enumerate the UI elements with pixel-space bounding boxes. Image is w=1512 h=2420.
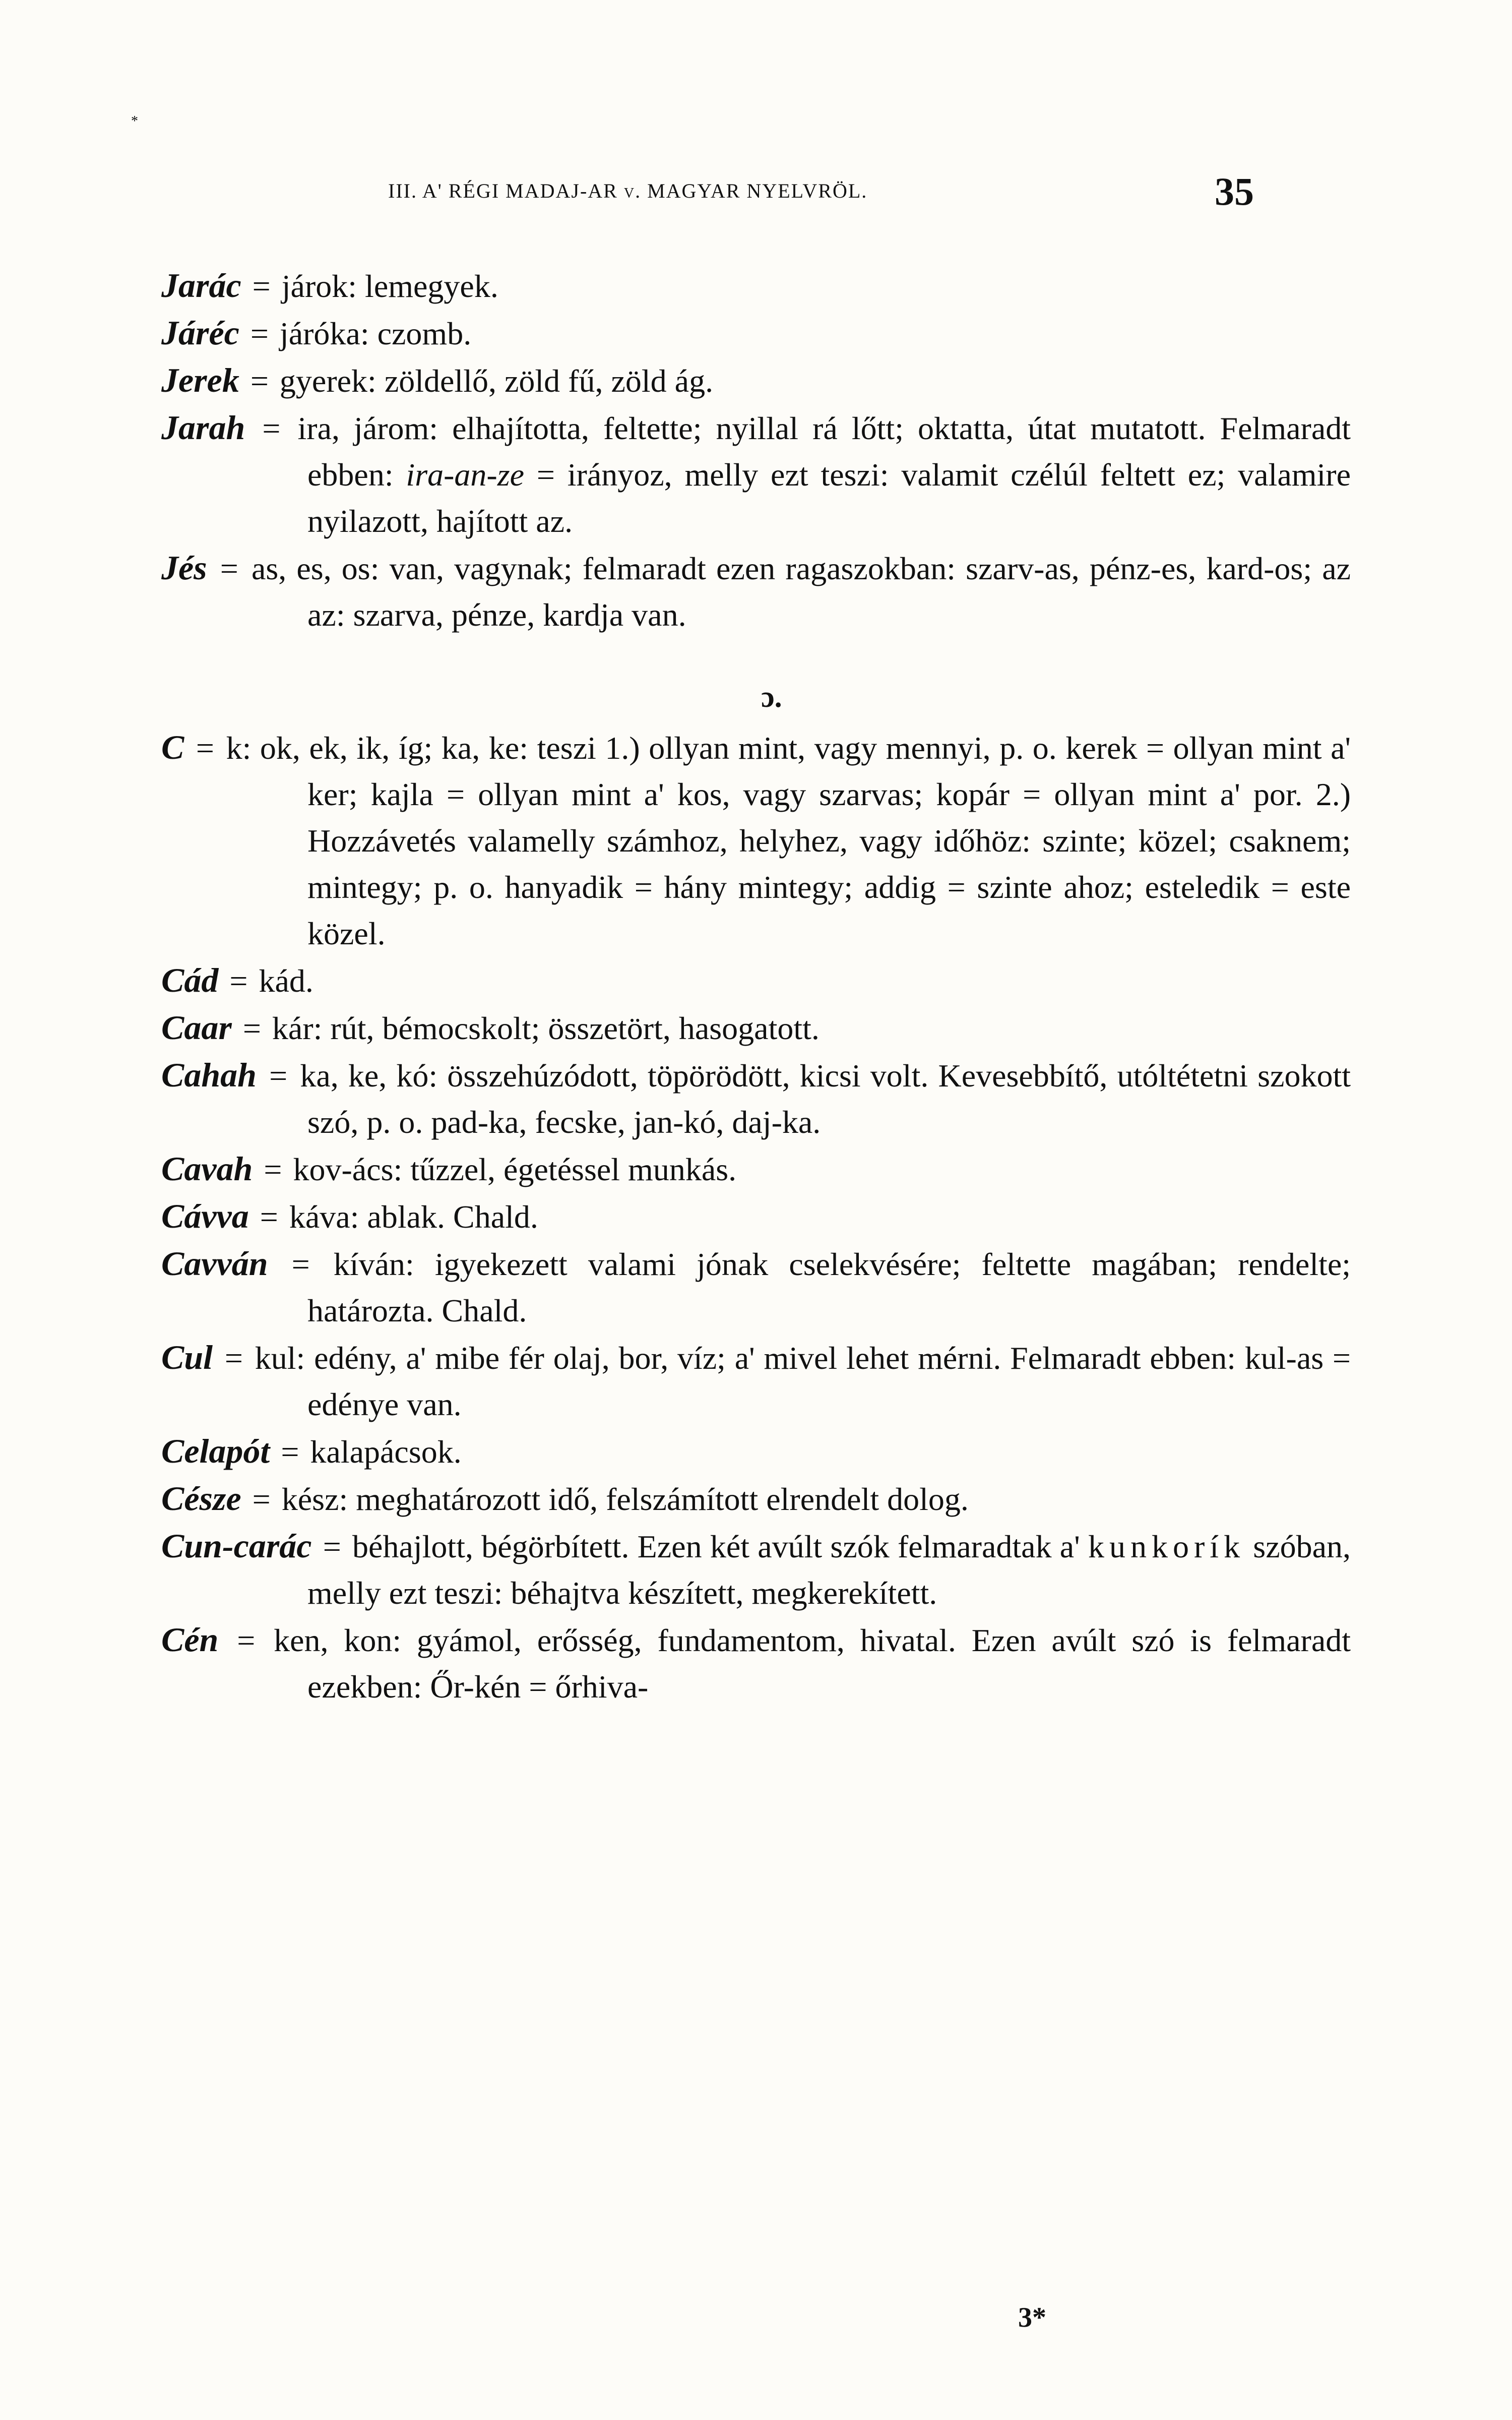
definition: kész: meghatározott idő, felszámított elrendelt dolog. xyxy=(281,1481,969,1517)
definition: kov-ács: tűzzel, égetéssel munkás. xyxy=(293,1152,737,1187)
equals-sign: = xyxy=(252,1481,271,1517)
headword: Cul xyxy=(161,1338,213,1376)
definition: k: ok, ek, ik, íg; ka, ke: teszi 1.) ollyan mint, vagy mennyi, p. o. kerek = ollyan mint a' ker; kajla = ollyan mint a' kos, vagy szarvas; kopár = ollyan mint a' por. 2.) Hozzávetés valamelly számhoz, helyhez, vagy időhöz: szinte; közel; csaknem; mintegy; p. o. hanyadik = hány mintegy; addig = szinte ahoz; esteledik = este közel. xyxy=(226,730,1351,951)
entry-cul xyxy=(161,1334,1351,1428)
headword: Cád xyxy=(161,961,219,999)
equals-sign: = xyxy=(252,268,271,304)
dictionary-body xyxy=(161,262,1351,1710)
equals-sign: = xyxy=(242,1010,261,1046)
definition-part: = irányoz, melly ezt teszi: valamit czélúl feltett ez; valamire nyilazott, hajított az. xyxy=(307,457,1351,539)
definition: kíván: igyekezett valami jónak cselekvésére; feltette magában; rendelte; határozta. Chald. xyxy=(307,1246,1351,1328)
definition: járok: lemegyek. xyxy=(281,268,498,304)
equals-sign: = xyxy=(237,1622,256,1658)
definition: kár: rút, bémocskolt; összetört, hasogatott. xyxy=(272,1010,820,1046)
headword: Jés xyxy=(161,549,207,587)
section-letter-mark: ɔ. xyxy=(761,680,782,713)
equals-sign: = xyxy=(220,551,238,586)
definition: ka, ke, kó: összehúzódott, töpörödött, kicsi volt. Kevesebbítő, utóltétetni szokott szó, p. o. pad-ka, fecske, jan-kó, daj-ka. xyxy=(300,1058,1351,1140)
headword: Jarác xyxy=(161,266,241,305)
definition-part: szóban, melly ezt teszi: béhajtva készített, megkerekített. xyxy=(307,1529,1351,1611)
stray-mark: * xyxy=(131,113,138,129)
equals-sign: = xyxy=(269,1058,288,1094)
entry-cavva xyxy=(161,1193,1351,1240)
definition-part: béhajlott, bégörbített. Ezen két avúlt szók felmaradtak a' xyxy=(352,1529,1088,1564)
spaced-term: kunkorík xyxy=(1088,1529,1245,1564)
equals-sign: = xyxy=(291,1246,310,1282)
headword: Jerek xyxy=(161,361,239,399)
equals-sign: = xyxy=(264,1152,282,1187)
headword: Cun-carác xyxy=(161,1527,312,1565)
entry-cun-carac xyxy=(161,1523,1351,1616)
entry-cavah xyxy=(161,1145,1351,1193)
equals-sign: = xyxy=(224,1340,243,1376)
definition: káva: ablak. Chald. xyxy=(289,1199,538,1235)
equals-sign: = xyxy=(250,363,269,399)
entry-jarah xyxy=(161,404,1351,544)
equals-sign: = xyxy=(229,963,248,999)
equals-sign: = xyxy=(281,1434,299,1470)
definition-part: ira, járom: elhajította, feltette; nyillal rá lőtt; oktatta, útat mutatott. Felmaradt ebben: xyxy=(297,410,1351,493)
headword: Cén xyxy=(161,1620,219,1659)
headword: Jarah xyxy=(161,408,245,447)
headword: Cávva xyxy=(161,1197,249,1235)
headword: Caar xyxy=(161,1008,232,1047)
entry-jarac xyxy=(161,262,1351,310)
entry-cesze xyxy=(161,1475,1351,1523)
headword: Járéc xyxy=(161,314,239,352)
headword: C xyxy=(161,728,184,766)
definition: ken, kon: gyámol, erősség, fundamentom, hivatal. Ezen avúlt szó is felmaradt ezekben: Őr-kén = őrhiva- xyxy=(274,1622,1351,1705)
definition: járóka: czomb. xyxy=(279,316,472,351)
entry-cahah xyxy=(161,1052,1351,1145)
entry-jerek xyxy=(161,357,1351,404)
entry-celapot xyxy=(161,1428,1351,1475)
headword: Cahah xyxy=(161,1056,257,1094)
definition: kád. xyxy=(259,963,313,999)
entry-caar xyxy=(161,1004,1351,1052)
equals-sign: = xyxy=(323,1529,341,1564)
equals-sign: = xyxy=(196,730,215,766)
headword: Césze xyxy=(161,1479,241,1518)
entry-jarec xyxy=(161,310,1351,357)
equals-sign: = xyxy=(262,410,281,446)
entry-c xyxy=(161,724,1351,957)
definition: kul: edény, a' mibe fér olaj, bor, víz; a' mivel lehet mérni. Felmaradt ebben: kul-as = edénye van. xyxy=(255,1340,1351,1422)
entry-jes xyxy=(161,544,1351,638)
definition: gyerek: zöldellő, zöld fű, zöld ág. xyxy=(279,363,714,399)
headword: Cavván xyxy=(161,1244,268,1283)
entry-cen xyxy=(161,1616,1351,1710)
definition: kalapácsok. xyxy=(310,1434,462,1470)
headword: Cavah xyxy=(161,1150,253,1188)
italic-term: ira-an-ze xyxy=(406,457,525,493)
equals-sign: = xyxy=(250,316,269,351)
definition: as, es, os: van, vagynak; felmaradt ezen ragaszokban: szarv-as, pénz-es, kard-os; az az: szarva, pénze, kardja van. xyxy=(251,551,1351,633)
entry-cad xyxy=(161,957,1351,1004)
running-title: III. A' RÉGI MADAJ-AR v. MAGYAR NYELVRÖL. xyxy=(388,179,868,202)
signature-mark: 3* xyxy=(1018,2302,1046,2333)
entry-cavvan xyxy=(161,1240,1351,1334)
headword: Celapót xyxy=(161,1432,270,1470)
page-number: 35 xyxy=(1215,169,1254,213)
equals-sign: = xyxy=(260,1199,278,1235)
